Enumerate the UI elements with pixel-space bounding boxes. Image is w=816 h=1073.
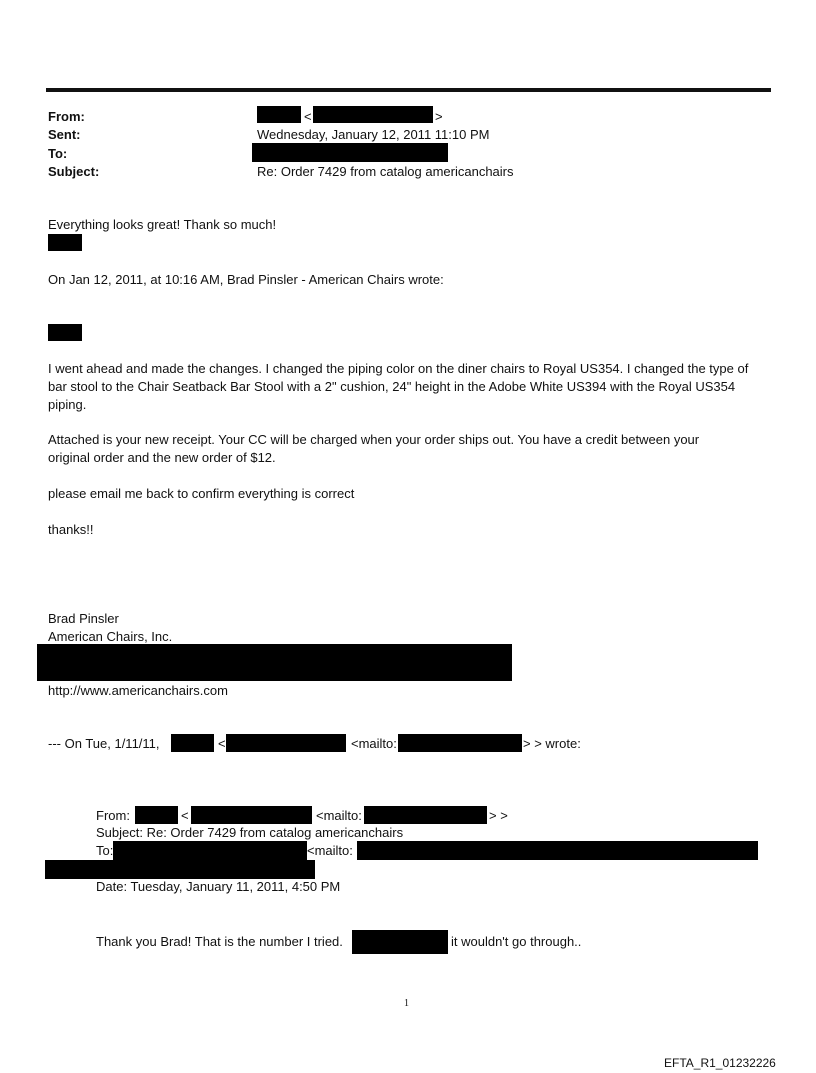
page-number: 1 (404, 998, 409, 1009)
redaction (352, 930, 448, 954)
redaction (357, 841, 758, 860)
signature-name: Brad Pinsler (48, 611, 119, 626)
from-label: From: (48, 109, 85, 124)
quoted-thanks-b: it wouldn't go through.. (451, 934, 582, 949)
quoted-to-mailto: <mailto: (307, 843, 353, 858)
on-tue-mailto: <mailto: (351, 736, 397, 751)
quoted-date: Date: Tuesday, January 11, 2011, 4:50 PM (96, 879, 341, 894)
p3: please email me back to confirm everything is correct (48, 486, 355, 501)
from-gt: > (435, 109, 443, 124)
sent-value: Wednesday, January 12, 2011 11:10 PM (257, 127, 490, 142)
redaction (313, 106, 433, 123)
quoted-from-end: > > (489, 808, 508, 823)
on-tue-prefix: --- On Tue, 1/11/11, (48, 736, 160, 751)
header-rule (46, 88, 771, 92)
sent-label: Sent: (48, 127, 81, 142)
redaction (113, 841, 307, 860)
redaction (252, 143, 448, 162)
redaction (171, 734, 214, 752)
quoted-from-lt: < (181, 808, 189, 823)
redaction (48, 324, 82, 341)
redaction (364, 806, 487, 824)
p1-line2: bar stool to the Chair Seatback Bar Stool with a 2" cushion, 24" height in the Adobe White US394 with the Royal US354 (48, 379, 736, 394)
signature-url[interactable]: http://www.americanchairs.com (48, 683, 228, 698)
to-label: To: (48, 146, 68, 161)
redaction (48, 234, 82, 251)
quoted-subject: Subject: Re: Order 7429 from catalog americanchairs (96, 825, 404, 840)
p2-line1: Attached is your new receipt. Your CC will be charged when your order ships out. You have a credit between your (48, 432, 700, 447)
redaction (257, 106, 301, 123)
p1-line3: piping. (48, 397, 87, 412)
redaction (37, 644, 512, 681)
body-line1: Everything looks great! Thank so much! (48, 217, 277, 232)
from-lt: < (304, 109, 312, 124)
p1-line1: I went ahead and made the changes. I changed the piping color on the diner chairs to Royal US354. I changed the type of (48, 361, 749, 376)
redaction (135, 806, 178, 824)
quoted-thanks-a: Thank you Brad! That is the number I tried. (96, 934, 343, 949)
redaction (226, 734, 346, 752)
document-id: EFTA_R1_01232226 (664, 1056, 776, 1070)
quote-intro: On Jan 12, 2011, at 10:16 AM, Brad Pinsler - American Chairs wrote: (48, 272, 444, 287)
on-tue-wrote: > > wrote: (523, 736, 581, 751)
subject-value: Re: Order 7429 from catalog americanchairs (257, 164, 514, 179)
quoted-from-mailto: <mailto: (316, 808, 362, 823)
subject-label: Subject: (48, 164, 100, 179)
p4: thanks!! (48, 522, 94, 537)
redaction (45, 860, 315, 879)
redaction (398, 734, 522, 752)
redaction (191, 806, 312, 824)
p2-line2: original order and the new order of $12. (48, 450, 276, 465)
quoted-from-label: From: (96, 808, 130, 823)
quoted-to-label: To: (96, 843, 114, 858)
signature-company: American Chairs, Inc. (48, 629, 173, 644)
on-tue-lt: < (218, 736, 226, 751)
